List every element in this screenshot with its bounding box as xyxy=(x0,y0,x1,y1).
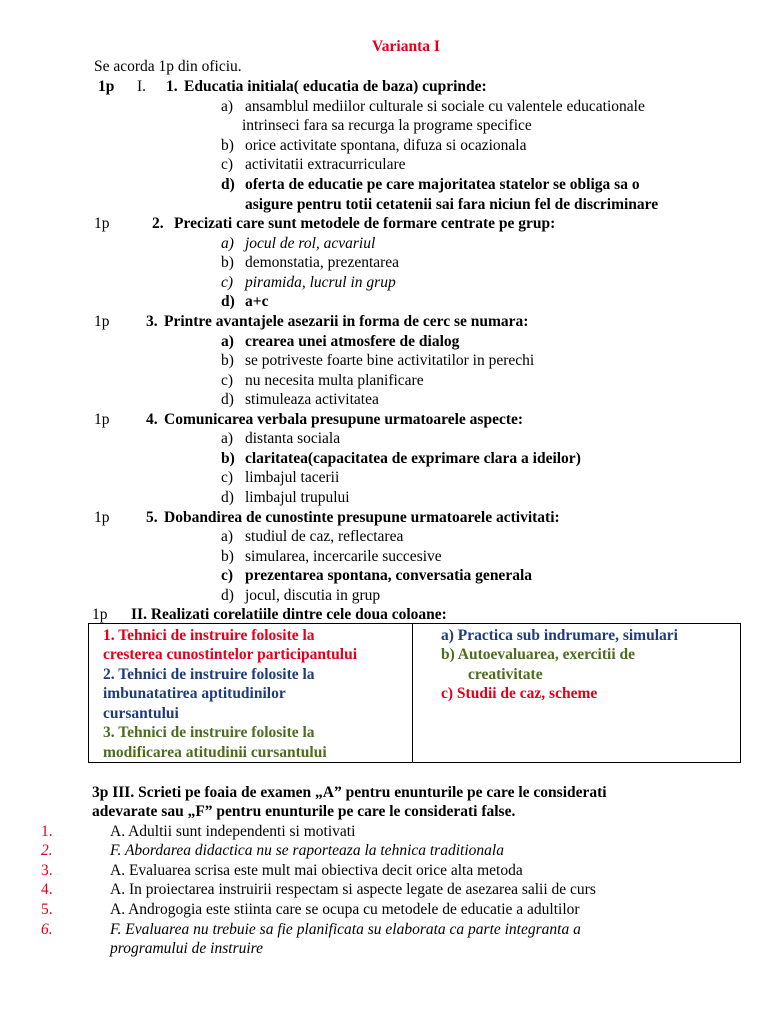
q5-points: 1p xyxy=(94,509,110,526)
q5-opt-c-letter: c) xyxy=(221,567,234,584)
s3-item-1-text: A. Adultii sunt independenti si motivati xyxy=(110,823,356,840)
intro-text: Se acorda 1p din oficiu. xyxy=(94,58,242,75)
q2-opt-d-text: a+c xyxy=(245,293,269,310)
q4-opt-b-letter: b) xyxy=(221,450,235,467)
left-item-3-line1: 3. Tehnici de instruire folosite la xyxy=(103,724,315,741)
q3-opt-c-letter: c) xyxy=(221,372,234,389)
section2-points: 1p xyxy=(92,606,108,623)
q1-opt-b-text: orice activitate spontana, difuza si ocazionala xyxy=(245,137,527,154)
q2-text: Precizati care sunt metodele de formare centrate pe grup: xyxy=(174,215,556,232)
left-item-2-line2: imbunatatirea aptitudinilor xyxy=(103,685,286,702)
s3-item-2-text: F. Abordarea didactica nu se raporteaza la tehnica traditionala xyxy=(110,842,504,859)
q4-opt-b-text: claritatea(capacitatea de exprimare clara a ideilor) xyxy=(245,450,581,467)
q1-opt-b-letter: b) xyxy=(221,137,234,154)
section3-heading-line2: adevarate sau „F” pentru enunturile pe care le considerati false. xyxy=(92,803,516,820)
left-item-1-line1: 1. Tehnici de instruire folosite la xyxy=(103,627,315,644)
q2-opt-d-letter: d) xyxy=(221,293,235,310)
table-divider xyxy=(412,623,413,763)
s3-item-3-num: 3. xyxy=(41,862,53,879)
q3-opt-d-text: stimuleaza activitatea xyxy=(245,391,379,408)
q4-num: 4. xyxy=(146,411,158,428)
right-item-a: a) Practica sub indrumare, simulari xyxy=(441,627,678,644)
q2-opt-a-letter: a) xyxy=(221,235,234,252)
q4-points: 1p xyxy=(94,411,110,428)
q3-opt-b-letter: b) xyxy=(221,352,234,369)
q1-opt-c-letter: c) xyxy=(221,156,234,173)
q1-opt-c-text: activitatii extracurriculare xyxy=(245,156,406,173)
q5-opt-d-text: jocul, discutia in grup xyxy=(245,587,381,604)
q2-opt-c-letter: c) xyxy=(221,274,234,291)
q2-opt-a-text: jocul de rol, acvariul xyxy=(245,235,376,252)
q2-opt-c-text: piramida, lucrul in grup xyxy=(245,274,396,291)
right-item-b-line2: creativitate xyxy=(468,666,543,683)
q4-opt-c-letter: c) xyxy=(221,469,234,486)
q5-opt-b-letter: b) xyxy=(221,548,234,565)
q4-opt-d-letter: d) xyxy=(221,489,234,506)
left-item-2-line1: 2. Tehnici de instruire folosite la xyxy=(103,666,315,683)
left-item-2-line3: cursantului xyxy=(103,705,179,722)
page-title: Varianta I xyxy=(372,38,440,55)
q3-opt-b-text: se potriveste foarte bine activitatilor in perechi xyxy=(245,352,535,369)
s3-item-3-text: A. Evaluarea scrisa este mult mai obiectiva decit orice alta metoda xyxy=(110,862,523,879)
s3-item-4-num: 4. xyxy=(41,881,53,898)
q5-opt-a-letter: a) xyxy=(221,528,234,545)
q2-num: 2. xyxy=(152,215,164,232)
q1-num: 1. xyxy=(166,78,178,95)
s3-item-4-text: A. In proiectarea instruirii respectam si aspecte legate de asezarea salii de curs xyxy=(110,881,596,898)
q2-opt-b-letter: b) xyxy=(221,254,234,271)
right-item-c: c) Studii de caz, scheme xyxy=(441,685,598,702)
q1-opt-a-letter: a) xyxy=(221,98,234,115)
s3-item-6-text-cont: programului de instruire xyxy=(110,940,263,957)
q1-text: Educatia initiala( educatia de baza) cuprinde: xyxy=(184,78,487,95)
q4-opt-c-text: limbajul tacerii xyxy=(245,469,340,486)
q1-opt-d-text-cont: asigure pentru totii cetatenii sai fara niciun fel de discriminare xyxy=(245,196,659,213)
section3-heading-line1: 3p III. Scrieti pe foaia de examen „A” pentru enunturile pe care le considerati xyxy=(92,784,607,801)
q1-opt-d-letter: d) xyxy=(221,176,235,193)
s3-item-5-num: 5. xyxy=(41,901,53,918)
q2-opt-b-text: demonstatia, prezentarea xyxy=(245,254,400,271)
q5-opt-b-text: simularea, incercarile succesive xyxy=(245,548,442,565)
right-item-b-line1: b) Autoevaluarea, exercitii de xyxy=(441,646,636,663)
left-item-1-line2: cresterea cunostintelor participantului xyxy=(103,646,358,663)
q4-opt-a-letter: a) xyxy=(221,430,234,447)
q3-opt-a-letter: a) xyxy=(221,333,234,350)
q4-opt-d-text: limbajul trupului xyxy=(245,489,350,506)
s3-item-6-num: 6. xyxy=(41,921,53,938)
section1-roman: I. xyxy=(137,78,147,95)
q5-num: 5. xyxy=(146,509,158,526)
s3-item-2-num: 2. xyxy=(41,842,53,859)
left-item-3-line2: modificarea atitudinii cursantului xyxy=(103,744,327,761)
q5-text: Dobandirea de cunostinte presupune urmatoarele activitati: xyxy=(164,509,560,526)
s3-item-5-text: A. Androgogia este stiinta care se ocupa cu metodele de educatie a adultilor xyxy=(110,901,580,918)
q2-points: 1p xyxy=(94,215,110,232)
q3-text: Printre avantajele asezarii in forma de cerc se numara: xyxy=(164,313,529,330)
q4-opt-a-text: distanta sociala xyxy=(245,430,341,447)
q3-points: 1p xyxy=(94,313,110,330)
q5-opt-c-text: prezentarea spontana, conversatia generala xyxy=(245,567,532,584)
q1-opt-d-text: oferta de educatie pe care majoritatea statelor se obliga sa o xyxy=(245,176,640,193)
s3-item-6-text: F. Evaluarea nu trebuie sa fie planificata su elaborata ca parte integranta a xyxy=(110,921,581,938)
s3-item-1-num: 1. xyxy=(41,823,53,840)
q3-num: 3. xyxy=(146,313,158,330)
q4-text: Comunicarea verbala presupune urmatoarele aspecte: xyxy=(164,411,524,428)
section2-heading: II. Realizati corelatiile dintre cele doua coloane: xyxy=(131,606,447,623)
q3-opt-d-letter: d) xyxy=(221,391,234,408)
q3-opt-a-text: crearea unei atmosfere de dialog xyxy=(245,333,460,350)
q1-points: 1p xyxy=(98,78,115,95)
q5-opt-a-text: studiul de caz, reflectarea xyxy=(245,528,404,545)
q3-opt-c-text: nu necesita multa planificare xyxy=(245,372,424,389)
q1-opt-a-text-cont: intrinseci fara sa recurga la programe specifice xyxy=(242,117,532,134)
q1-opt-a-text: ansamblul mediilor culturale si sociale cu valentele educationale xyxy=(245,98,645,115)
q5-opt-d-letter: d) xyxy=(221,587,234,604)
